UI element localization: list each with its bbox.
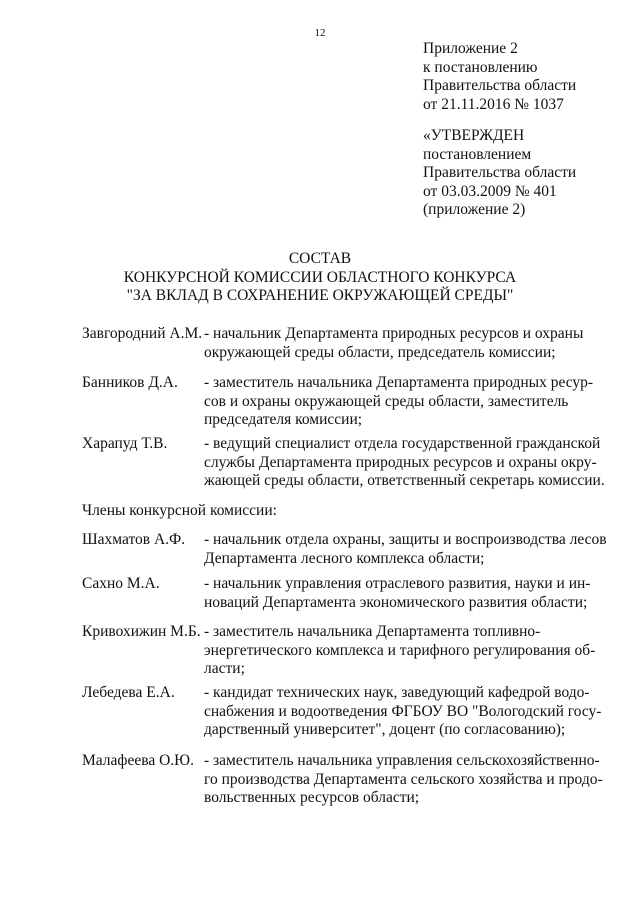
- approved-line: Правительства области: [423, 164, 577, 181]
- title-line: КОНКУРСНОЙ КОМИССИИ ОБЛАСТНОГО КОНКУРСА: [123, 268, 517, 286]
- role-line: новаций Департамента экономического развития области;: [204, 593, 588, 611]
- title-line: "ЗА ВКЛАД В СОХРАНЕНИЕ ОКРУЖАЮЩЕЙ СРЕДЫ": [126, 287, 514, 304]
- member-role: [204, 374, 612, 430]
- member-name: Банников Д.А.: [82, 374, 178, 391]
- member-role: [204, 435, 612, 491]
- appendix-block: [423, 40, 576, 114]
- appendix-line: к постановлению: [423, 58, 538, 76]
- role-line: службы Департамента природных ресурсов и охраны окру-: [204, 453, 597, 471]
- appendix-line: от 21.11.2016 № 1037: [423, 95, 564, 113]
- member-name: Лебедева Е.А.: [82, 684, 175, 701]
- title-line: СОСТАВ: [288, 250, 352, 267]
- role-line: - начальник отдела охраны, защиты и воспроизводства лесов: [204, 531, 607, 548]
- role-line: ласти;: [204, 660, 245, 677]
- role-line: - ведущий специалист отдела государственной гражданской: [204, 435, 601, 452]
- appendix-line: Правительства области: [423, 77, 577, 94]
- role-line: энергетического комплекса и тарифного регулирования об-: [204, 641, 596, 659]
- member-role: [204, 531, 612, 568]
- role-line: жающей среды области, ответственный секретарь комиссии.: [204, 472, 605, 489]
- member-role: [204, 752, 612, 808]
- member-name: Шахматов А.Ф.: [82, 531, 186, 548]
- role-line: дарственный университет", доцент (по согласованию);: [204, 721, 566, 738]
- document-title: [0, 250, 640, 306]
- approved-line: «УТВЕРЖДЕН: [423, 127, 525, 144]
- role-line: - кандидат технических наук, заведующий кафедрой водо-: [204, 684, 590, 701]
- approved-block: [423, 127, 576, 220]
- member-name: Завгородний А.М.: [82, 325, 203, 342]
- role-line: Департамента лесного комплекса области;: [204, 549, 485, 567]
- members-heading: Члены конкурсной комиссии:: [82, 502, 277, 519]
- member-role: [204, 325, 612, 362]
- role-line: - заместитель начальника управления сельскохозяйственно-: [204, 752, 600, 769]
- member-role: [204, 623, 612, 679]
- approved-line: от 03.03.2009 № 401: [423, 182, 557, 200]
- role-line: го производства Департамента сельского хозяйства и продо-: [204, 770, 603, 788]
- role-line: - начальник управления отраслевого развития, науки и ин-: [204, 575, 591, 592]
- member-name: Кривохижин М.Б.: [82, 623, 201, 640]
- member-name: Малафеева О.Ю.: [82, 752, 194, 769]
- approved-line: постановлением: [423, 145, 532, 163]
- role-line: окружающей среды области, председатель комиссии;: [204, 343, 556, 361]
- role-line: председателя комиссии;: [204, 411, 363, 428]
- role-line: - заместитель начальника Департамента природных ресур-: [204, 374, 594, 391]
- role-line: снабжения и водоотведения ФГБОУ ВО "Вологодский госу-: [204, 702, 602, 720]
- role-line: вольственных ресурсов области;: [204, 789, 420, 806]
- approved-line: (приложение 2): [423, 201, 526, 218]
- role-line: - заместитель начальника Департамента топливно-: [204, 623, 541, 640]
- role-line: сов и охраны окружающей среды области, заместитель: [204, 392, 569, 410]
- member-role: [204, 684, 612, 740]
- role-line: - начальник Департамента природных ресурсов и охраны: [204, 325, 584, 342]
- member-name: Сахно М.А.: [82, 575, 160, 592]
- member-name: Харапуд Т.В.: [82, 435, 168, 452]
- member-role: [204, 575, 612, 612]
- appendix-line: Приложение 2: [423, 40, 518, 57]
- page-number: 12: [314, 27, 326, 39]
